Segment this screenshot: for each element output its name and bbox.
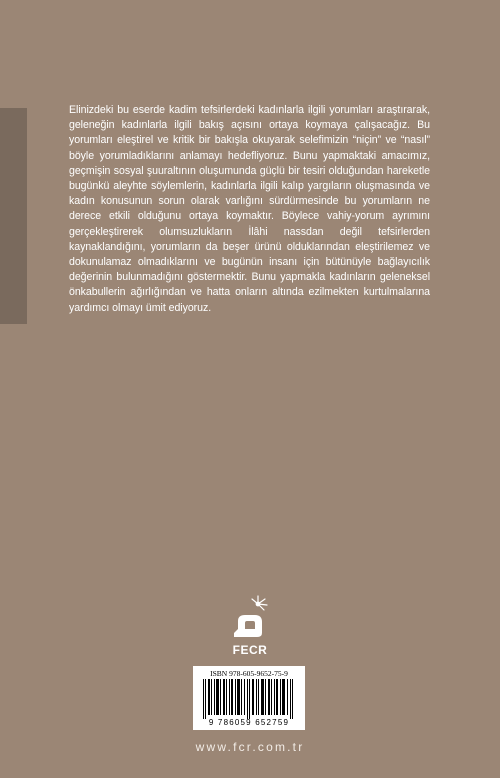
- fecr-qaf-logo-icon: [224, 595, 276, 643]
- barcode-digits: 9 786059 652759: [208, 718, 290, 727]
- back-cover-blurb: [69, 103, 430, 316]
- barcode-bars: [201, 679, 297, 719]
- publisher-logo: [224, 595, 276, 661]
- blurb-text: Elinizdeki bu eserde kadim tefsirlerdeki kadınlarla ilgili yorumları araştırarak, geleneğin kadınlarla ilgili bakış açısını ortaya koymaya çalışacağız. Bu yorumları eleştirel ve kritik bir bakışla okuyarak selefimizin “niçin” ve “nasıl” böyle yorumladıklarını anlamayı hedefliyoruz. Bunu yapmaktaki amacımız, geçmişin sosyal şuuraltının oluşumunda güçlü bir tesiri olduğundan hareketle bugünkü aleyhte söylemlerin, kadınlarla ilgili kalıp yargıların oluşmasında ve kadın konusunun sorun olarak varlığını sürdürmesinde bu yorumların ne derece etkili olduğunu ortaya koymaktır. Böylece vahiy-yorum ayrımını gerçekleştirerek olumsuzlukların İlâhi nassdan değil tefsirlerden kaynaklandığını, yorumların da beşer ürünü olduklarından eleştirilemez ve dokunulamaz olmadıklarını ve bugünün insanı için bütünüyle bağlayıcılık değerinin bulunmadığını göstermektir. Bunu yapmakla kadınların geleneksel önkabullerin ağırlığından ve hatta onların altında ezilmekten kurtulmalarına yardımcı olmayı ümit ediyoruz.: [69, 104, 430, 314]
- publisher-name: FECR: [232, 643, 268, 657]
- publisher-website[interactable]: www.fcr.com.tr: [195, 740, 305, 754]
- isbn-label: ISBN 978-605-9652-75-9: [210, 669, 288, 678]
- isbn-barcode: [193, 666, 305, 730]
- spine-band: [0, 108, 27, 324]
